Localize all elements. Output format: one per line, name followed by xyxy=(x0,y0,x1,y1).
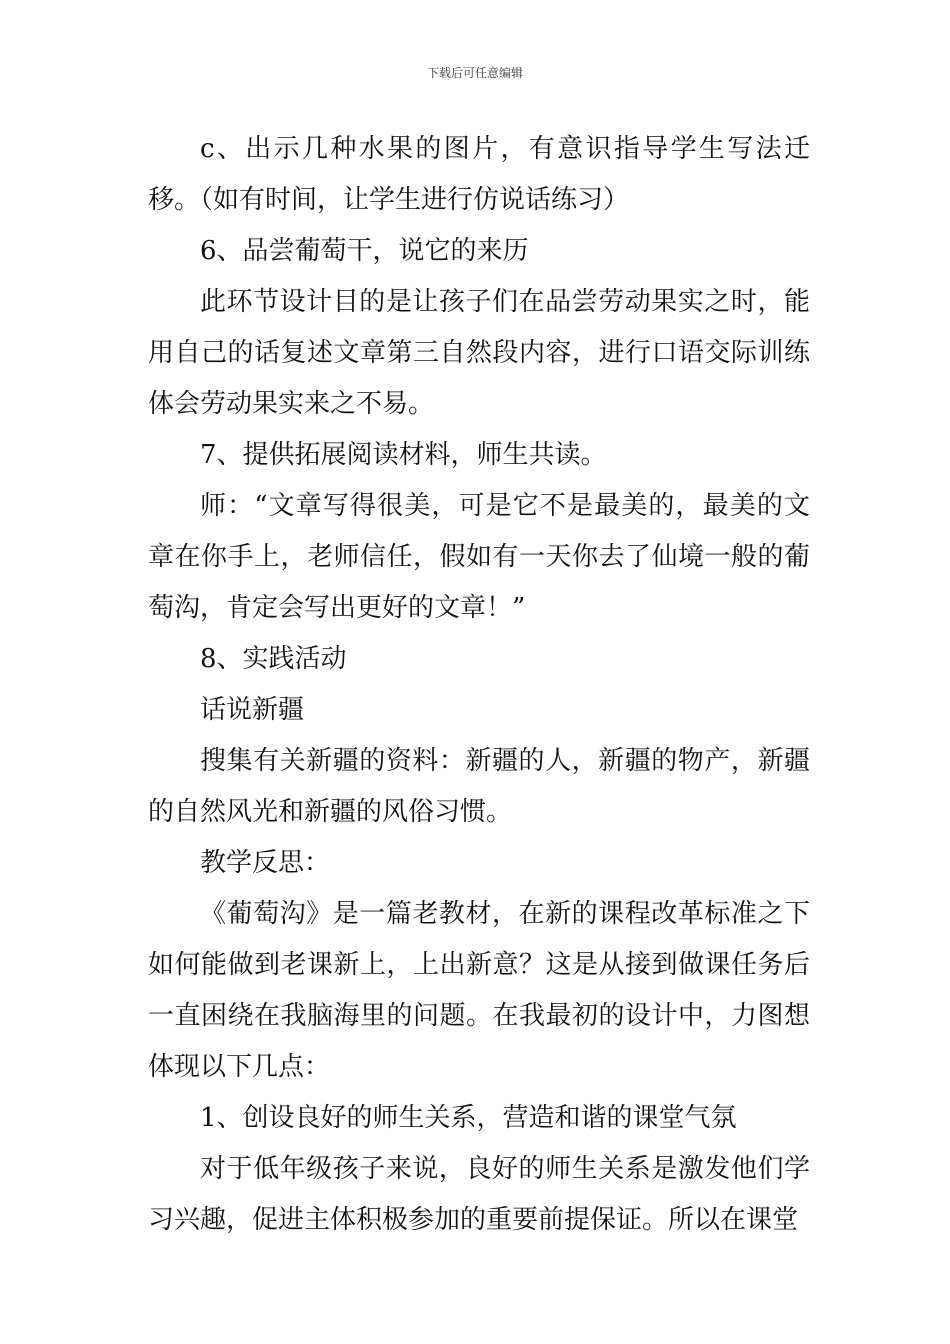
paragraph: 搜集有关新疆的资料：新疆的人，新疆的物产，新疆的自然风光和新疆的风俗习惯。 xyxy=(148,746,810,827)
paragraph: 对于低年级孩子来说，良好的师生关系是激发他们学习兴趣，促进主体积极参加的重要前提保证。所以在课堂 xyxy=(148,1154,810,1235)
paragraph: 教学反思： xyxy=(200,848,331,878)
paragraph: 师：“文章写得很美，可是它不是最美的，最美的文章在你手上，老师信任，假如有一天你去了仙境一般的葡萄沟，肯定会写出更好的文章！” xyxy=(148,491,810,623)
document-body xyxy=(148,124,810,1246)
paragraph: c、出示几种水果的图片，有意识指导学生写法迁移。（如有时间，让学生进行仿说话练习） xyxy=(148,134,810,215)
paragraph: 8、实践活动 xyxy=(200,644,347,674)
paragraph: 此环节设计目的是让孩子们在品尝劳动果实之时，能用自己的话复述文章第三自然段内容，进行口语交际训练体会劳动果实来之不易。 xyxy=(148,287,810,419)
page-header: 下载后可任意编辑 xyxy=(426,66,523,80)
paragraph: 1、创设良好的师生关系，营造和谐的课堂气氛 xyxy=(200,1103,737,1133)
paragraph: 7、提供拓展阅读材料，师生共读。 xyxy=(200,440,607,470)
paragraph: 《葡萄沟》是一篇老教材，在新的课程改革标准之下如何能做到老课新上，上出新意？这是从接到做课任务后一直困绕在我脑海里的问题。在我最初的设计中，力图想体现以下几点： xyxy=(148,899,810,1082)
paragraph: 话说新疆 xyxy=(200,695,305,725)
paragraph: 6、品尝葡萄干，说它的来历 xyxy=(200,236,529,266)
